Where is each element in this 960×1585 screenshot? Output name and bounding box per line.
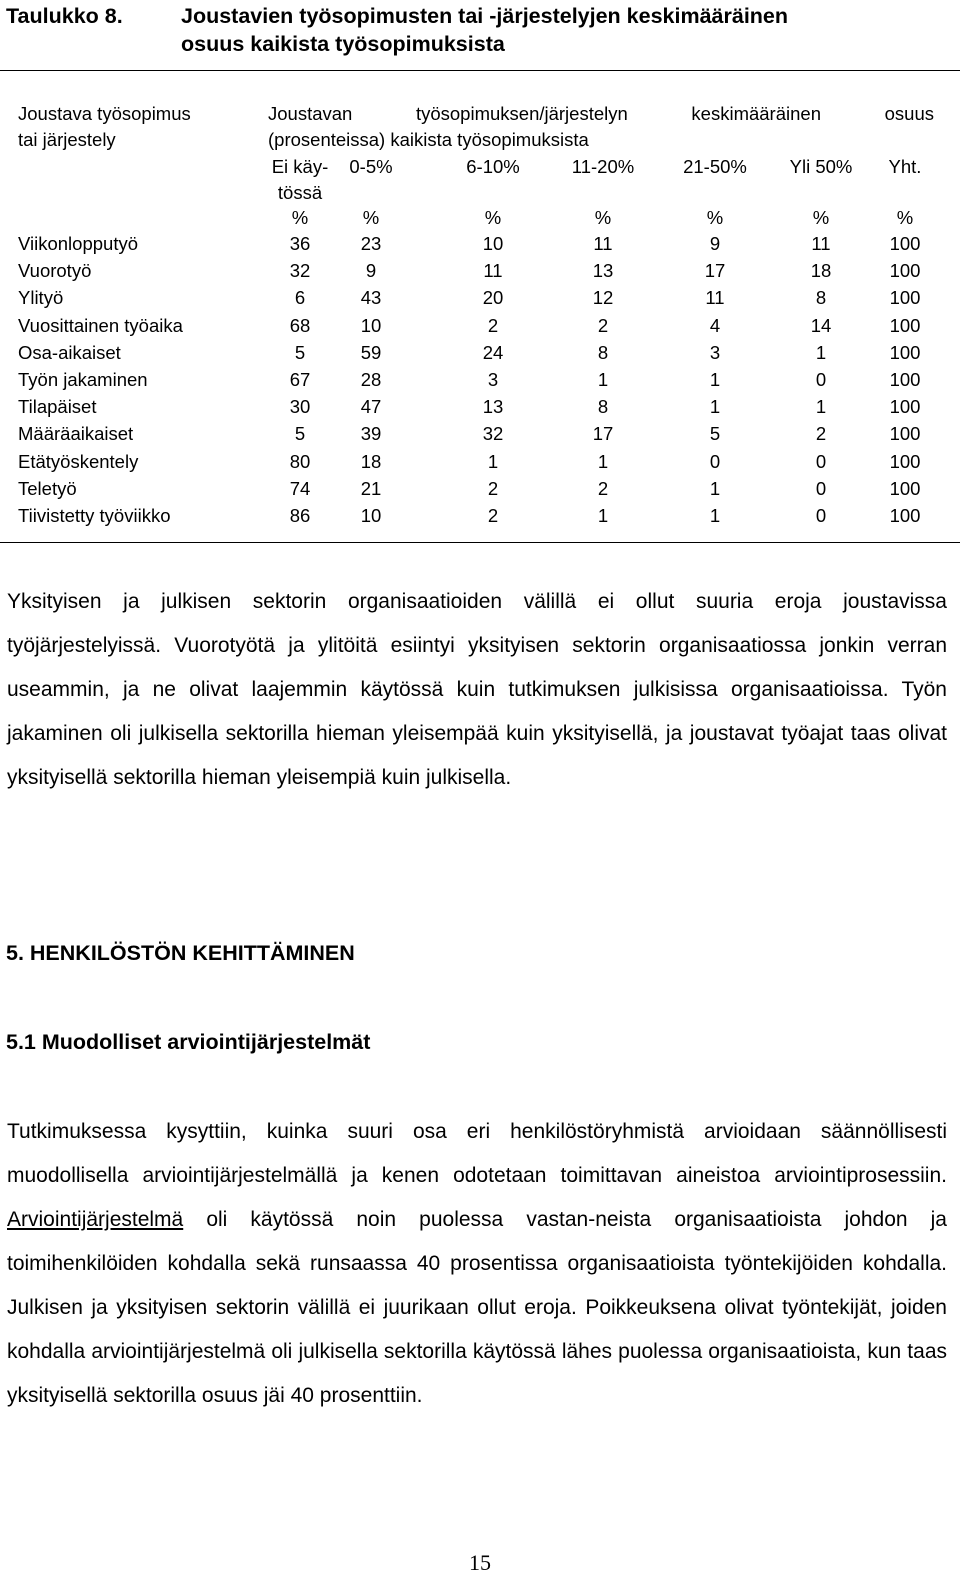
unit-label: % [291, 207, 309, 228]
table-cell: 1 [709, 505, 721, 526]
table-cell: 0 [815, 369, 827, 390]
column-header: Ei käy- [271, 156, 329, 177]
column-header: Yli 50% [789, 156, 853, 177]
column-header: Yht. [888, 156, 922, 177]
row-header-line1: Joustava työsopimus [18, 103, 191, 124]
table-cell: 28 [360, 369, 382, 390]
table-cell: 9 [365, 260, 377, 281]
table-cell: 18 [360, 451, 382, 472]
table-cell: 1 [709, 369, 721, 390]
table-cell: 80 [289, 451, 311, 472]
table-cell: 11 [705, 287, 725, 308]
row-label: Vuorotyö [18, 260, 92, 281]
table-cell: 0 [815, 478, 827, 499]
table-cell: 18 [810, 260, 832, 281]
table-cell: 6 [294, 287, 306, 308]
table-cell: 1 [815, 396, 827, 417]
table-cell: 39 [360, 423, 382, 444]
table-cell: 1 [597, 451, 609, 472]
table-cell: 1 [487, 451, 499, 472]
row-label: Tiivistetty työviikko [18, 505, 171, 526]
table-cell: 11 [593, 233, 613, 254]
row-label: Määräaikaiset [18, 423, 134, 444]
table-cell: 100 [889, 396, 921, 417]
column-header: 6-10% [466, 156, 520, 177]
table-cell: 3 [487, 369, 499, 390]
table-cell: 20 [482, 287, 504, 308]
column-header: 11-20% [571, 156, 635, 177]
table-cell: 0 [815, 451, 827, 472]
unit-label: % [706, 207, 724, 228]
table-cell: 8 [815, 287, 827, 308]
row-label: Viikonlopputyö [18, 233, 138, 254]
row-label: Ylityö [18, 287, 64, 308]
table-cell: 86 [289, 505, 311, 526]
table-cell: 100 [889, 369, 921, 390]
table-cell: 23 [360, 233, 382, 254]
table-cell: 100 [889, 478, 921, 499]
table-cell: 10 [360, 505, 382, 526]
table-cell: 11 [483, 260, 503, 281]
table-cell: 67 [289, 369, 311, 390]
table-cell: 100 [889, 423, 921, 444]
paragraph-2 [7, 1110, 947, 1418]
table-cell: 17 [592, 423, 614, 444]
column-header: 0-5% [349, 156, 393, 177]
unit-label: % [896, 207, 914, 228]
table-title-line1: Joustavien työsopimusten tai -järjestelyjen keskimääräinen [181, 4, 789, 28]
paragraph-1: Yksityisen ja julkisen sektorin organisaatioiden välillä ei ollut suuria eroja joustavissa työjärjestelyissä. Vuorotyötä ja ylitöitä esiintyi yksityisen sektorin organisaatiossa jonkin verran useammin, ja ne olivat laajemmin käytössä kuin tutkimuksen julkisissa organisaatioissa. Työn jakaminen oli julkisella sektorilla hieman yleisempää kuin yksityisellä, ja joustavat työajat taas olivat yksityisellä sektorilla hieman yleisempiä kuin julkisella. [7, 590, 947, 789]
section-heading: 5. HENKILÖSTÖN KEHITTÄMINEN [6, 941, 355, 965]
row-label: Vuosittainen työaika [18, 315, 183, 336]
table-cell: 100 [889, 451, 921, 472]
group-header-line1: Joustavan työsopimuksen/järjestelyn keskimääräinen osuus [268, 103, 934, 124]
table-cell: 2 [597, 478, 609, 499]
table-cell: 17 [704, 260, 726, 281]
table-cell: 100 [889, 287, 921, 308]
table-cell: 13 [482, 396, 504, 417]
table-cell: 3 [709, 342, 721, 363]
table-cell: 2 [815, 423, 827, 444]
paragraph-2-part1: Tutkimuksessa kysyttiin, kuinka suuri osa eri henkilöstöryhmistä arvioidaan säännöllisesti muodollisella arviointijärjestelmällä ja kenen odotetaan toimittavan aineistoa arviointiprosessiin. [7, 1120, 947, 1187]
table-cell: 1 [597, 369, 609, 390]
unit-label: % [812, 207, 830, 228]
table-cell: 36 [289, 233, 311, 254]
table-cell: 32 [289, 260, 311, 281]
table-cell: 14 [810, 315, 832, 336]
table-cell: 2 [597, 315, 609, 336]
table-cell: 43 [360, 287, 382, 308]
table-cell: 9 [709, 233, 721, 254]
table-cell: 47 [360, 396, 382, 417]
table-cell: 100 [889, 260, 921, 281]
table-cell: 30 [289, 396, 311, 417]
table-cell: 2 [487, 478, 499, 499]
table-cell: 1 [709, 396, 721, 417]
column-header: 21-50% [683, 156, 747, 177]
table-title-line2: osuus kaikista työsopimuksista [181, 32, 505, 56]
table-cell: 13 [592, 260, 614, 281]
table-caption [6, 2, 789, 56]
table-cell: 21 [360, 478, 382, 499]
group-header-line2: (prosenteissa) kaikista työsopimuksista [268, 129, 589, 150]
table-cell: 10 [360, 315, 382, 336]
table-cell: 59 [360, 342, 382, 363]
table-cell: 8 [597, 396, 609, 417]
unit-label: % [362, 207, 380, 228]
table-cell: 74 [289, 478, 311, 499]
row-label: Teletyö [18, 478, 77, 499]
table-cell: 1 [815, 342, 827, 363]
table-cell: 2 [487, 315, 499, 336]
table-cell: 5 [294, 423, 306, 444]
row-label: Tilapäiset [18, 396, 97, 417]
table-cell: 5 [709, 423, 721, 444]
row-header-line2: tai järjestely [18, 129, 116, 150]
table-cell: 0 [815, 505, 827, 526]
table-cell: 5 [294, 342, 306, 363]
table-top-rule [0, 70, 960, 71]
table-cell: 100 [889, 342, 921, 363]
unit-label: % [484, 207, 502, 228]
paragraph-2-part2: oli käytössä noin puolessa vastan-neista organisaatioista johdon ja toimihenkilöiden kohdalla sekä runsaassa 40 prosentissa organisaatioista työntekijöiden kohdalla. Julkisen ja yksityisen sektorin välillä ei juurikaan ollut eroja. Poikkeuksena olivat työntekijät, joiden kohdalla arviointijärjestelmä oli julkisella sektorilla käytössä lähes puolessa organisaatioista, kun taas yksityisellä sektorilla osuus jäi 40 prosenttiin. [7, 1208, 947, 1407]
table-bottom-rule [0, 542, 960, 543]
table-cell: 100 [889, 233, 921, 254]
row-label: Etätyöskentely [18, 451, 139, 472]
column-header-continuation: tössä [277, 182, 323, 203]
table-cell: 0 [709, 451, 721, 472]
table-cell: 2 [487, 505, 499, 526]
table-label: Taulukko 8. [6, 4, 123, 28]
table-cell: 4 [709, 315, 721, 336]
row-label: Työn jakaminen [18, 369, 148, 390]
subsection-heading: 5.1 Muodolliset arviointijärjestelmät [6, 1030, 371, 1054]
table-cell: 32 [482, 423, 504, 444]
table-cell: 11 [811, 233, 831, 254]
table-cell: 100 [889, 315, 921, 336]
table-cell: 24 [482, 342, 504, 363]
table-cell: 1 [709, 478, 721, 499]
table-cell: 1 [597, 505, 609, 526]
unit-label: % [594, 207, 612, 228]
table-cell: 100 [889, 505, 921, 526]
table-cell: 68 [289, 315, 311, 336]
row-label: Osa-aikaiset [18, 342, 121, 363]
paragraph-2-underlined-term: Arviointijärjestelmä [7, 1208, 184, 1231]
table-cell: 12 [592, 287, 614, 308]
page-number: 15 [469, 1550, 491, 1575]
table-cell: 8 [597, 342, 609, 363]
table-cell: 10 [482, 233, 504, 254]
